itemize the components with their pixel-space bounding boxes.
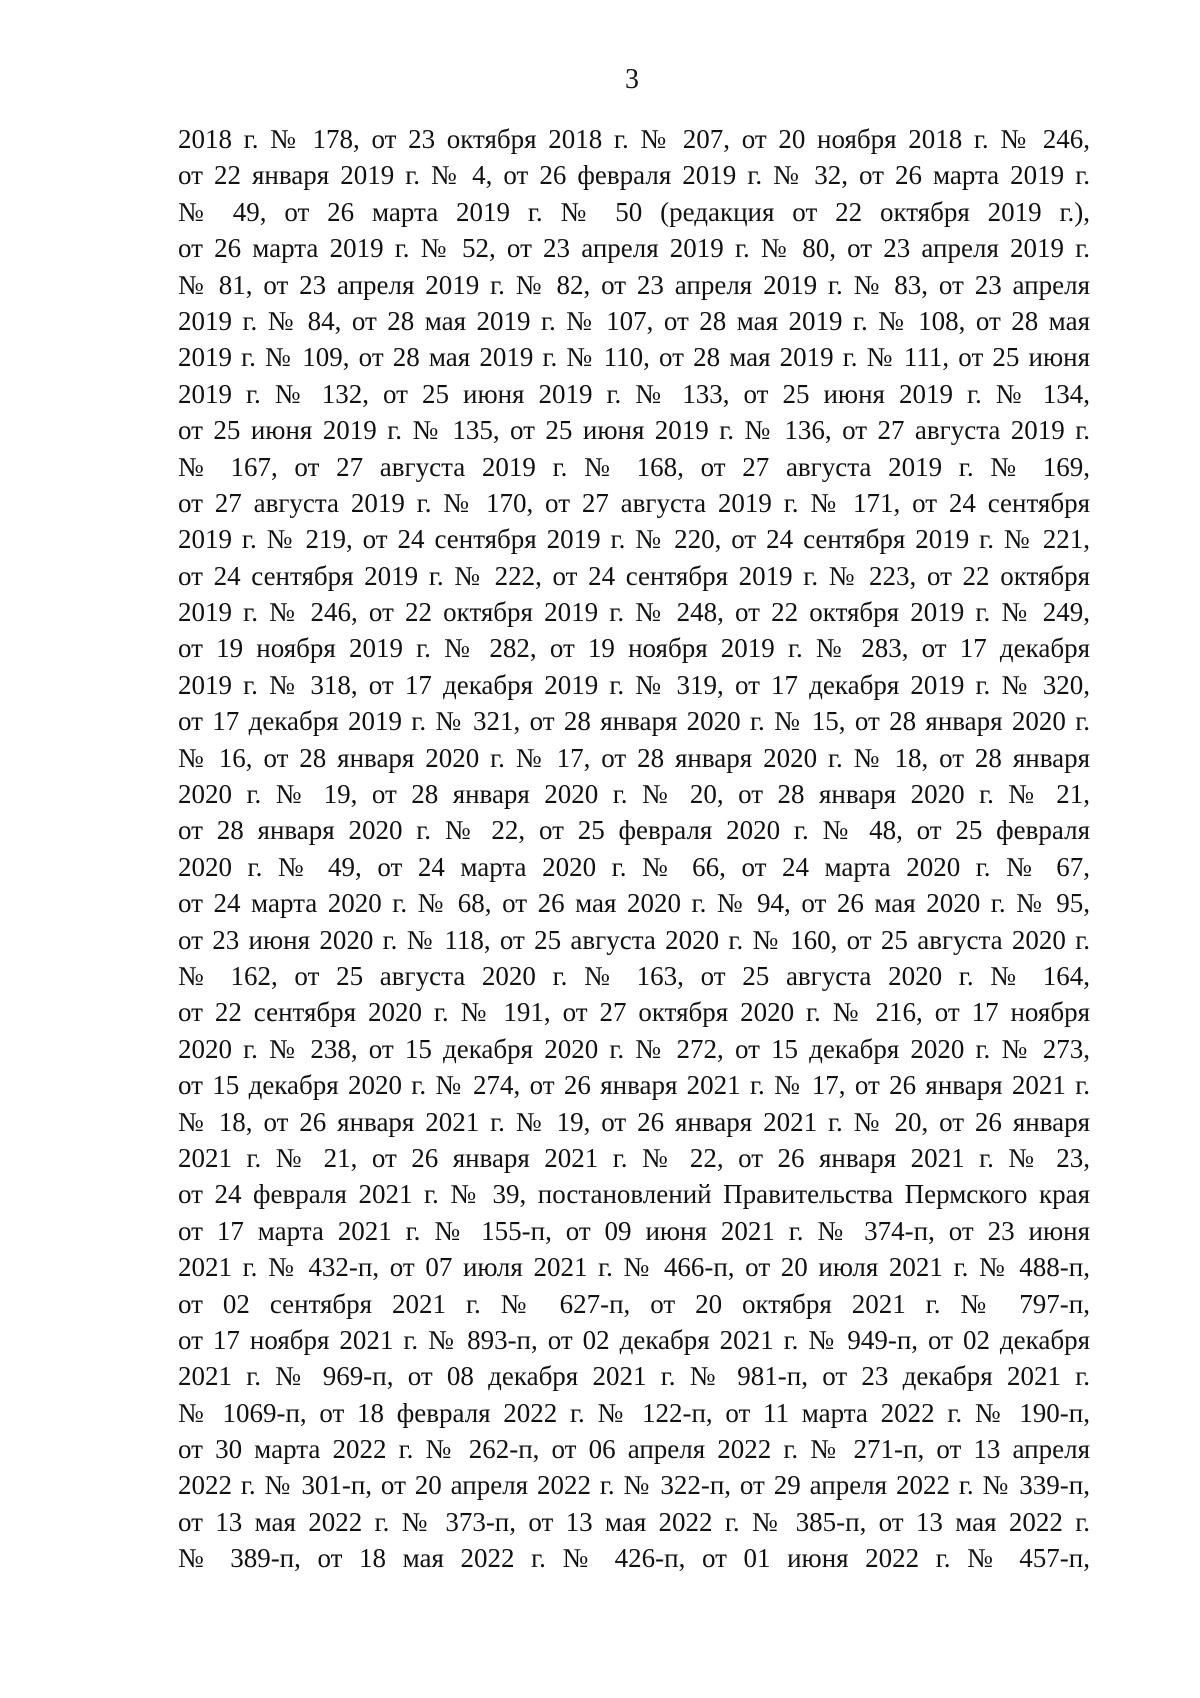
text-line: от 13 мая 2022 г. № 373-п, от 13 мая 2022 г. № 385-п, от 13 мая 2022 г.	[178, 1506, 1090, 1537]
text-line: № 18, от 26 января 2021 г. № 19, от 26 января 2021 г. № 20, от 26 января	[178, 1106, 1090, 1137]
text-line: от 28 января 2020 г. № 22, от 25 февраля 2020 г. № 48, от 25 февраля	[178, 815, 1090, 846]
text-line: от 24 сентября 2019 г. № 222, от 24 сентября 2019 г. № 223, от 22 октября	[178, 560, 1090, 591]
text-line: 2021 г. № 432-п, от 07 июля 2021 г. № 466-п, от 20 июля 2021 г. № 488-п,	[178, 1252, 1090, 1283]
text-line: 2021 г. № 969-п, от 08 декабря 2021 г. № 981-п, от 23 декабря 2021 г.	[178, 1361, 1090, 1392]
text-line: от 24 февраля 2021 г. № 39, постановлений Правительства Пермского края	[178, 1179, 1090, 1210]
text-line: № 16, от 28 января 2020 г. № 17, от 28 января 2020 г. № 18, от 28 января	[178, 742, 1090, 773]
text-line: 2020 г. № 19, от 28 января 2020 г. № 20, от 28 января 2020 г. № 21,	[178, 779, 1090, 810]
text-line: № 49, от 26 марта 2019 г. № 50 (редакция от 22 октября 2019 г.),	[178, 196, 1090, 227]
text-line: 2021 г. № 21, от 26 января 2021 г. № 22, от 26 января 2021 г. № 23,	[178, 1142, 1090, 1173]
text-line: 2020 г. № 238, от 15 декабря 2020 г. № 272, от 15 декабря 2020 г. № 273,	[178, 1033, 1090, 1064]
text-line: от 23 июня 2020 г. № 118, от 25 августа 2020 г. № 160, от 25 августа 2020 г.	[178, 924, 1090, 955]
text-line: от 26 марта 2019 г. № 52, от 23 апреля 2019 г. № 80, от 23 апреля 2019 г.	[178, 233, 1090, 264]
text-line: 2019 г. № 246, от 22 октября 2019 г. № 248, от 22 октября 2019 г. № 249,	[178, 597, 1090, 628]
text-line: 2018 г. № 178, от 23 октября 2018 г. № 207, от 20 ноября 2018 г. № 246,	[178, 124, 1090, 154]
text-line: 2020 г. № 49, от 24 марта 2020 г. № 66, от 24 марта 2020 г. № 67,	[178, 851, 1090, 882]
text-line: от 30 марта 2022 г. № 262-п, от 06 апреля 2022 г. № 271-п, от 13 апреля	[178, 1434, 1090, 1465]
text-line: от 22 января 2019 г. № 4, от 26 февраля 2019 г. № 32, от 26 марта 2019 г.	[178, 160, 1090, 191]
text-line: 2019 г. № 219, от 24 сентября 2019 г. № 220, от 24 сентября 2019 г. № 221,	[178, 524, 1090, 555]
text-line: № 389-п, от 18 мая 2022 г. № 426-п, от 01 июня 2022 г. № 457-п,	[178, 1543, 1090, 1574]
text-line: 2019 г. № 84, от 28 мая 2019 г. № 107, от 28 мая 2019 г. № 108, от 28 мая	[178, 305, 1090, 336]
body-text	[178, 121, 1090, 1577]
text-line: от 27 августа 2019 г. № 170, от 27 августа 2019 г. № 171, от 24 сентября	[178, 487, 1090, 518]
text-line: от 19 ноября 2019 г. № 282, от 19 ноября 2019 г. № 283, от 17 декабря	[178, 633, 1090, 664]
text-line: от 24 марта 2020 г. № 68, от 26 мая 2020 г. № 94, от 26 мая 2020 г. № 95,	[178, 888, 1090, 919]
text-line: 2022 г. № 301-п, от 20 апреля 2022 г. № 322-п, от 29 апреля 2022 г. № 339-п,	[178, 1470, 1090, 1501]
text-line: № 167, от 27 августа 2019 г. № 168, от 27 августа 2019 г. № 169,	[178, 451, 1090, 482]
text-line: 2019 г. № 109, от 28 мая 2019 г. № 110, от 28 мая 2019 г. № 111, от 25 июня	[178, 342, 1090, 373]
text-line: 2019 г. № 132, от 25 июня 2019 г. № 133, от 25 июня 2019 г. № 134,	[178, 378, 1090, 409]
text-line: 2019 г. № 318, от 17 декабря 2019 г. № 319, от 17 декабря 2019 г. № 320,	[178, 669, 1090, 700]
text-line: от 15 декабря 2020 г. № 274, от 26 января 2021 г. № 17, от 26 января 2021 г.	[178, 1070, 1090, 1101]
text-line: от 17 ноября 2021 г. № 893-п, от 02 декабря 2021 г. № 949-п, от 02 декабря	[178, 1324, 1090, 1355]
text-line: № 162, от 25 августа 2020 г. № 163, от 25 августа 2020 г. № 164,	[178, 960, 1090, 991]
page-number: 3	[625, 64, 639, 95]
text-line: от 25 июня 2019 г. № 135, от 25 июня 2019 г. № 136, от 27 августа 2019 г.	[178, 415, 1090, 446]
text-line: от 22 сентября 2020 г. № 191, от 27 октября 2020 г. № 216, от 17 ноября	[178, 997, 1090, 1028]
text-line: № 81, от 23 апреля 2019 г. № 82, от 23 апреля 2019 г. № 83, от 23 апреля	[178, 269, 1090, 300]
text-line: от 17 декабря 2019 г. № 321, от 28 января 2020 г. № 15, от 28 января 2020 г.	[178, 706, 1090, 737]
text-line: № 1069-п, от 18 февраля 2022 г. № 122-п, от 11 марта 2022 г. № 190-п,	[178, 1397, 1090, 1428]
text-line: от 17 марта 2021 г. № 155-п, от 09 июня 2021 г. № 374-п, от 23 июня	[178, 1215, 1090, 1246]
text-line: от 02 сентября 2021 г. № 627-п, от 20 октября 2021 г. № 797-п,	[178, 1288, 1090, 1319]
